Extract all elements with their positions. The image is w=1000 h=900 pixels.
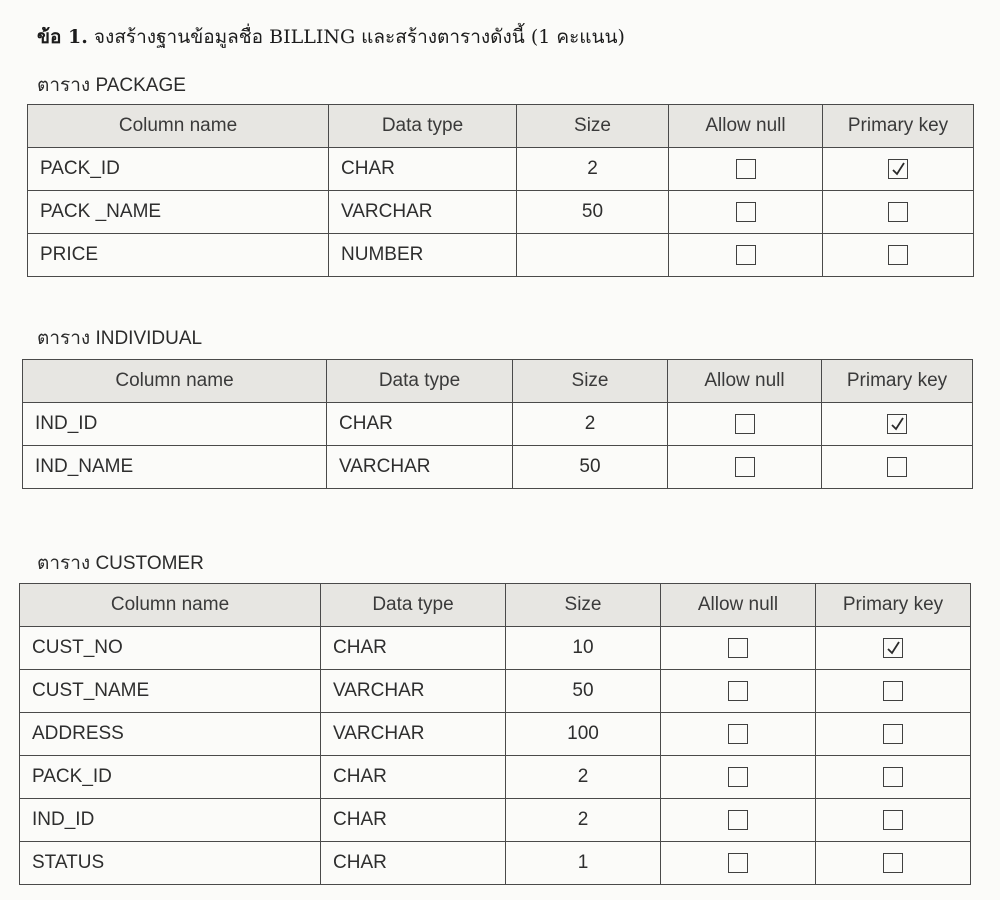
primary-key-header: Primary key [823, 105, 974, 148]
checkmark-icon [889, 416, 905, 432]
allow-null-cell [661, 670, 816, 713]
individual-table-header [23, 360, 973, 403]
primary-key-checkbox[interactable] [883, 638, 903, 658]
primary-key-cell [816, 842, 971, 885]
primary-key-cell [816, 670, 971, 713]
primary-key-cell [822, 403, 973, 446]
package-table-title: ตาราง PACKAGE [37, 75, 186, 96]
primary-key-checkbox[interactable] [883, 767, 903, 787]
table-row [28, 234, 974, 277]
allow-null-checkbox[interactable] [735, 414, 755, 434]
column-name-cell: PRICE [28, 234, 329, 277]
table-row [23, 403, 973, 446]
allow-null-checkbox[interactable] [728, 638, 748, 658]
allow-null-checkbox[interactable] [735, 457, 755, 477]
table-row [20, 799, 971, 842]
individual-table-body [23, 403, 973, 489]
individual-table-title: ตาราง INDIVIDUAL [37, 328, 203, 349]
allow-null-header: Allow null [668, 360, 822, 403]
data-type-cell: VARCHAR [321, 670, 506, 713]
primary-key-checkbox[interactable] [883, 853, 903, 873]
package-table-header [28, 105, 974, 148]
size-cell: 1 [506, 842, 661, 885]
size-cell: 50 [513, 446, 668, 489]
allow-null-cell [669, 148, 823, 191]
table-row [28, 148, 974, 191]
individual-table [22, 359, 973, 489]
data-type-header: Data type [327, 360, 513, 403]
primary-key-cell [816, 756, 971, 799]
primary-key-checkbox[interactable] [888, 159, 908, 179]
allow-null-cell [661, 627, 816, 670]
column-name-cell: STATUS [20, 842, 321, 885]
allow-null-checkbox[interactable] [736, 245, 756, 265]
question-heading [37, 22, 625, 52]
checkmark-icon [890, 161, 906, 177]
allow-null-cell [661, 713, 816, 756]
column-name-cell: IND_ID [20, 799, 321, 842]
column-name-cell: PACK_ID [28, 148, 329, 191]
size-cell: 100 [506, 713, 661, 756]
size-cell: 50 [506, 670, 661, 713]
header-row [28, 105, 974, 148]
table-row [20, 842, 971, 885]
primary-key-cell [823, 191, 974, 234]
size-cell: 2 [513, 403, 668, 446]
primary-key-checkbox[interactable] [888, 245, 908, 265]
allow-null-checkbox[interactable] [736, 159, 756, 179]
size-cell: 10 [506, 627, 661, 670]
primary-key-cell [816, 627, 971, 670]
allow-null-cell [669, 191, 823, 234]
column-name-cell: IND_ID [23, 403, 327, 446]
primary-key-cell [823, 234, 974, 277]
customer-table-body [20, 627, 971, 885]
column-name-cell: ADDRESS [20, 713, 321, 756]
data-type-cell: CHAR [329, 148, 517, 191]
primary-key-header: Primary key [822, 360, 973, 403]
allow-null-header: Allow null [669, 105, 823, 148]
table-row [23, 446, 973, 489]
allow-null-cell [668, 446, 822, 489]
data-type-cell: NUMBER [329, 234, 517, 277]
package-table-body [28, 148, 974, 277]
size-cell [517, 234, 669, 277]
data-type-header: Data type [321, 584, 506, 627]
allow-null-checkbox[interactable] [728, 724, 748, 744]
data-type-cell: CHAR [321, 842, 506, 885]
column-name-cell: CUST_NO [20, 627, 321, 670]
primary-key-checkbox[interactable] [887, 414, 907, 434]
column-name-cell: PACK _NAME [28, 191, 329, 234]
size-cell: 2 [517, 148, 669, 191]
checkmark-icon [885, 640, 901, 656]
allow-null-checkbox[interactable] [728, 681, 748, 701]
column-name-header: Column name [20, 584, 321, 627]
question-text: จงสร้างฐานข้อมูลชื่อ BILLING และสร้างตารางดังนี้ (1 คะแนน) [93, 26, 625, 48]
primary-key-cell [816, 713, 971, 756]
allow-null-checkbox[interactable] [728, 853, 748, 873]
size-cell: 2 [506, 756, 661, 799]
column-name-header: Column name [28, 105, 329, 148]
data-type-cell: VARCHAR [329, 191, 517, 234]
allow-null-cell [661, 799, 816, 842]
size-cell: 50 [517, 191, 669, 234]
size-header: Size [513, 360, 668, 403]
allow-null-header: Allow null [661, 584, 816, 627]
header-row [23, 360, 973, 403]
allow-null-checkbox[interactable] [728, 767, 748, 787]
column-name-cell: PACK_ID [20, 756, 321, 799]
size-header: Size [517, 105, 669, 148]
table-row [28, 191, 974, 234]
table-row [20, 627, 971, 670]
package-table [27, 104, 974, 277]
primary-key-checkbox[interactable] [883, 724, 903, 744]
size-header: Size [506, 584, 661, 627]
column-name-header: Column name [23, 360, 327, 403]
data-type-header: Data type [329, 105, 517, 148]
header-row [20, 584, 971, 627]
question-number: ข้อ 1. [37, 26, 88, 48]
primary-key-cell [823, 148, 974, 191]
table-row [20, 670, 971, 713]
primary-key-checkbox[interactable] [887, 457, 907, 477]
allow-null-checkbox[interactable] [736, 202, 756, 222]
primary-key-checkbox[interactable] [883, 810, 903, 830]
allow-null-checkbox[interactable] [728, 810, 748, 830]
data-type-cell: CHAR [327, 403, 513, 446]
customer-table-title: ตาราง CUSTOMER [37, 553, 204, 574]
data-type-cell: VARCHAR [327, 446, 513, 489]
table-row [20, 713, 971, 756]
size-cell: 2 [506, 799, 661, 842]
allow-null-cell [661, 842, 816, 885]
customer-table-header [20, 584, 971, 627]
allow-null-cell [669, 234, 823, 277]
primary-key-cell [822, 446, 973, 489]
primary-key-checkbox[interactable] [888, 202, 908, 222]
data-type-cell: VARCHAR [321, 713, 506, 756]
primary-key-checkbox[interactable] [883, 681, 903, 701]
data-type-cell: CHAR [321, 627, 506, 670]
customer-table [19, 583, 971, 885]
table-row [20, 756, 971, 799]
primary-key-header: Primary key [816, 584, 971, 627]
data-type-cell: CHAR [321, 799, 506, 842]
column-name-cell: IND_NAME [23, 446, 327, 489]
data-type-cell: CHAR [321, 756, 506, 799]
primary-key-cell [816, 799, 971, 842]
column-name-cell: CUST_NAME [20, 670, 321, 713]
allow-null-cell [661, 756, 816, 799]
allow-null-cell [668, 403, 822, 446]
